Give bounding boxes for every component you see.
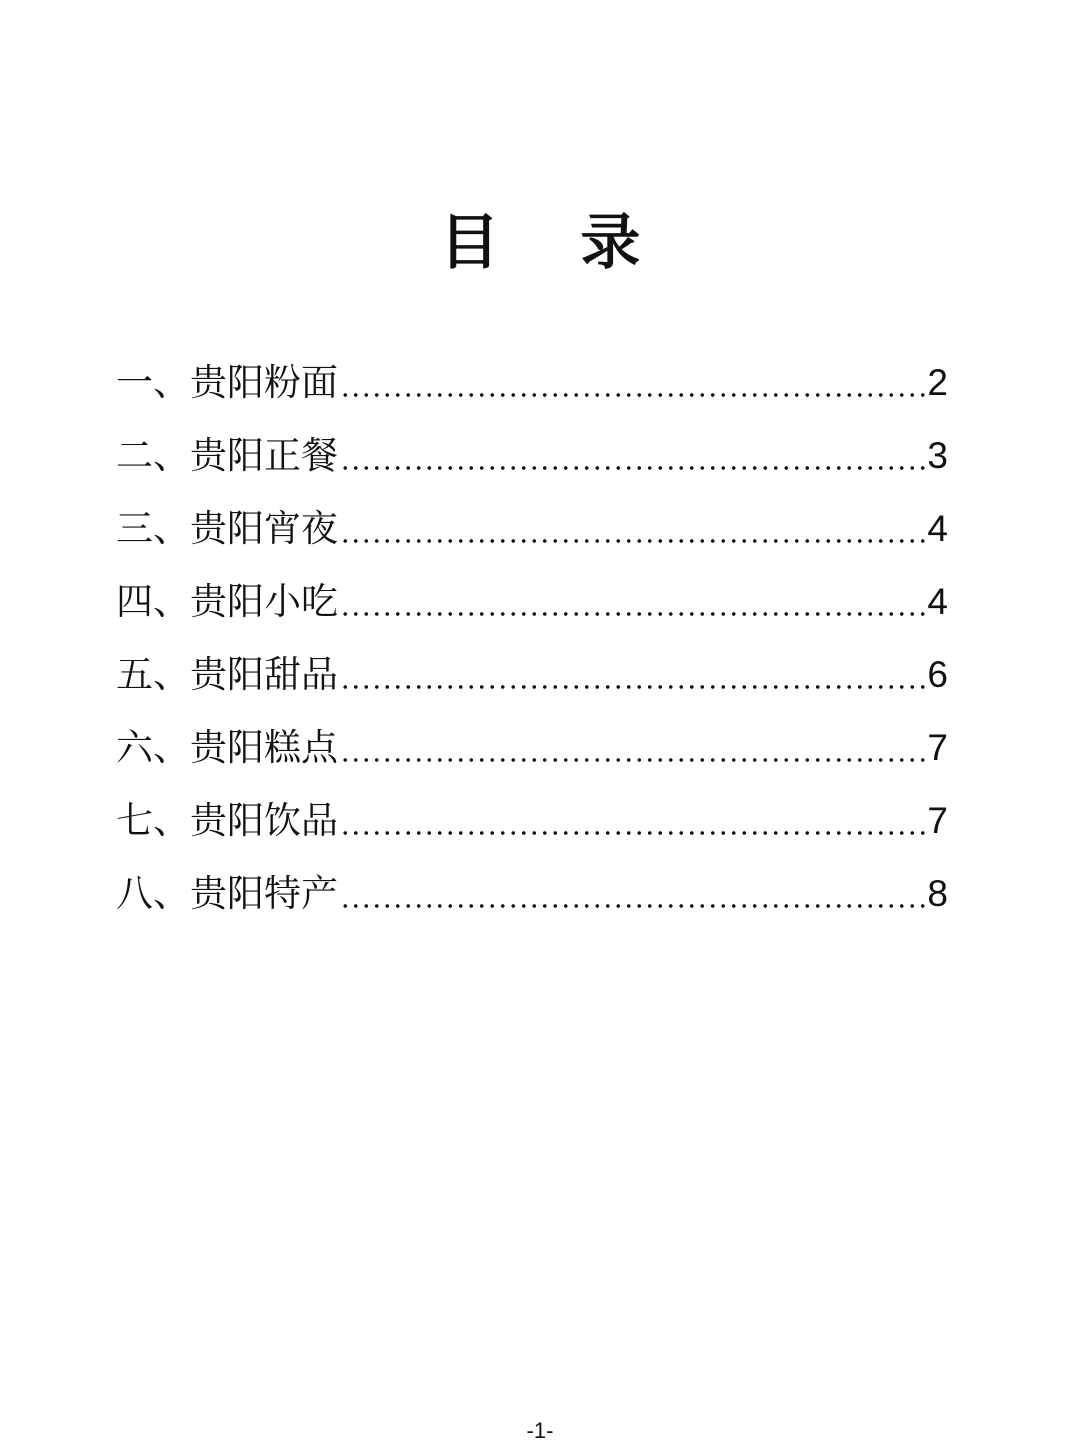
- toc-entry-page: 8: [927, 873, 948, 914]
- toc-entry-label: 四、贵阳小吃: [116, 580, 338, 623]
- toc-entry[interactable]: [116, 784, 948, 857]
- toc-entry[interactable]: [116, 419, 948, 492]
- toc-entry-page: 4: [927, 508, 948, 549]
- toc-dot-leader: [340, 638, 925, 711]
- toc-entry-label: 五、贵阳甜品: [116, 653, 338, 696]
- toc-dot-leader: [340, 419, 925, 492]
- toc-entry-page: 6: [927, 654, 948, 695]
- toc-entry-page: 7: [927, 727, 948, 768]
- toc-entry-label: 三、贵阳宵夜: [116, 507, 338, 550]
- toc-dot-leader: [340, 711, 925, 784]
- toc-dot-leader: [340, 857, 925, 930]
- toc-entry[interactable]: [116, 711, 948, 784]
- toc-entry-label: 二、贵阳正餐: [116, 434, 338, 477]
- toc-entry-page: 7: [927, 800, 948, 841]
- toc-entry-label: 六、贵阳糕点: [116, 726, 338, 769]
- toc-entry-label: 七、贵阳饮品: [116, 799, 338, 842]
- toc-entry[interactable]: [116, 492, 948, 565]
- toc-entry[interactable]: [116, 857, 948, 930]
- toc-entry-page: 2: [927, 362, 948, 403]
- toc-dot-leader: [340, 784, 925, 857]
- toc-entry[interactable]: [116, 565, 948, 638]
- toc-dot-leader: [340, 565, 925, 638]
- page-title: 目 录: [439, 208, 671, 278]
- table-of-contents: [116, 346, 948, 930]
- toc-entry-page: 4: [927, 581, 948, 622]
- toc-entry-page: 3: [927, 435, 948, 476]
- toc-entry-label: 八、贵阳特产: [116, 872, 338, 915]
- page-number: -1-: [526, 1418, 554, 1443]
- toc-entry[interactable]: [116, 638, 948, 711]
- toc-entry[interactable]: [116, 346, 948, 419]
- toc-entry-label: 一、贵阳粉面: [116, 361, 338, 404]
- toc-dot-leader: [340, 492, 925, 565]
- toc-dot-leader: [340, 346, 925, 419]
